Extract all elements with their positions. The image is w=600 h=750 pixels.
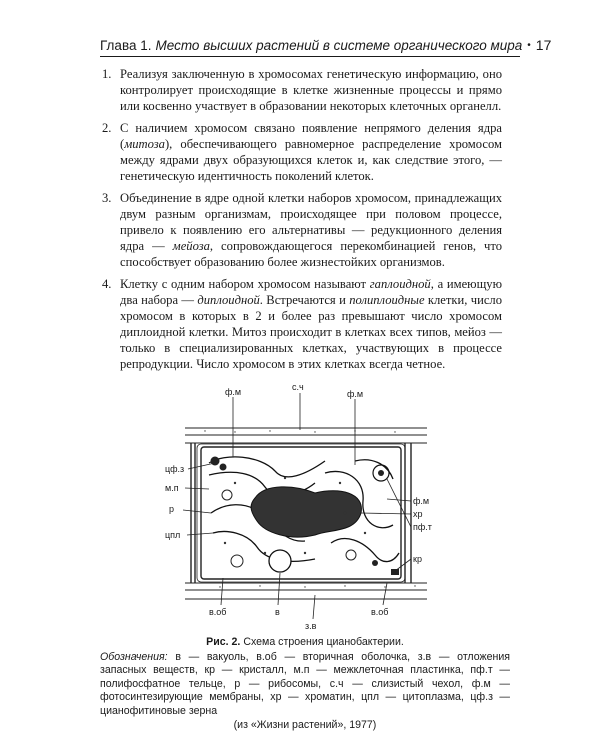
text-run: С наличием хромосом связано появление непрямого деления ядра ( <box>120 121 502 151</box>
text-run: . Встречаются и <box>259 293 350 307</box>
figure-caption <box>100 636 510 732</box>
label-pft: пф.т <box>413 522 432 532</box>
list-item-text <box>120 276 502 372</box>
running-header <box>100 34 552 57</box>
term-italic: диплоидной <box>197 293 260 307</box>
list-item <box>102 120 502 184</box>
list-item-text <box>120 66 502 114</box>
label-mp: м.п <box>165 483 179 493</box>
label-v: в <box>275 607 280 617</box>
term-italic: полиплоидные <box>349 293 425 307</box>
figure-source: (из «Жизни растений», 1977) <box>233 718 377 731</box>
cyanobacteria-diagram <box>165 383 435 633</box>
list-item-number: 4. <box>102 277 112 291</box>
term-italic: мейоза <box>172 239 210 253</box>
text-run: Реализуя заключенную в хромосомах генетическую информацию, оно контролирует происходящие в клетке жизненные процессы и прямо или косвенно участвует в образовании некоторых клеточных органелл. <box>120 67 502 113</box>
list-item <box>102 190 502 270</box>
label-r: р <box>169 504 175 514</box>
label-cfz: цф.з <box>165 464 185 474</box>
text-run: клетки, число хромосом в которых в 2 и более раз превышают число хромосом диплоидной клетки. Митоз происходит в клетках всех типов, мейоз — только в специализированных клетках, участвующих в процессе репродукции. Число хромосом в этих клетках всегда четное. <box>120 293 502 371</box>
figure-title: Схема строения цианобактерии. <box>243 636 404 648</box>
caption-title-line <box>100 636 510 650</box>
legend-label: Обозначения: <box>100 650 168 663</box>
list-item-text <box>120 190 502 270</box>
crystal <box>391 569 399 575</box>
chapter-label: Глава 1. <box>100 37 152 53</box>
list-item <box>102 276 502 372</box>
figure-label: Рис. 2. <box>206 636 241 648</box>
vacuole <box>269 550 291 572</box>
list-item-number: 2. <box>102 121 112 135</box>
chapter-subtitle: Место высших растений в системе органического мира <box>155 37 523 53</box>
label-cpl: цпл <box>165 530 181 540</box>
list-item-text <box>120 120 502 184</box>
text-run: Объединение в ядре одной клетки наборов хромосом, принадлежащих двум разным организмам, происходящее при половом процессе, привело к появлению его альтернативы — редукционного деления ядра — <box>120 191 502 253</box>
text-run: Клетку с одним набором хромосом называют <box>120 277 370 291</box>
label-vob-left: в.об <box>209 607 227 617</box>
label-vob-right: в.об <box>371 607 389 617</box>
list-item-number: 1. <box>102 67 112 81</box>
header-bullet: • <box>527 39 531 51</box>
legend-text: в — вакуоль, в.об — вторичная оболочка, з.в — отложения запасных веществ, кр — кристалл, м.п — межклеточная пластинка, пф.т — полифосфатное тельце, р — рибосомы, с.ч — слизистый чехол, ф.м — фотосинтезирующие мембраны, хр — хроматин, цпл — цитоплазма, цф.з — цианофитиновые зерна <box>100 650 510 717</box>
label-kr: кр <box>413 554 422 564</box>
text-run: ), обеспечивающего равномерное распределение хромосом между ядрами двух образующихся клеток и, как следствие этого, — генетическую идентичность поколений клеток. <box>120 137 502 183</box>
polyphosphate-core <box>378 470 384 476</box>
label-fm-left: ф.м <box>225 387 242 397</box>
label-fm-right: ф.м <box>413 496 430 506</box>
term-italic: митоза <box>124 137 165 151</box>
diagram-svg <box>165 383 435 633</box>
page-number: 17 <box>535 37 552 53</box>
term-italic: гаплоидной <box>369 277 431 291</box>
figure-legend <box>100 651 510 719</box>
list-item <box>102 66 502 114</box>
list-item-number: 3. <box>102 191 112 205</box>
numbered-list <box>102 66 502 378</box>
text-run: , сопровождающегося перекомбинацией генов, что способствует образованию более жизнестойких организмов. <box>120 239 502 269</box>
label-fm-top-right: ф.м <box>347 389 364 399</box>
label-zv: з.в <box>305 621 317 631</box>
label-hr: хр <box>413 509 423 519</box>
text-run: , а имеющую два набора — <box>120 277 502 307</box>
label-sch: с.ч <box>292 383 304 392</box>
